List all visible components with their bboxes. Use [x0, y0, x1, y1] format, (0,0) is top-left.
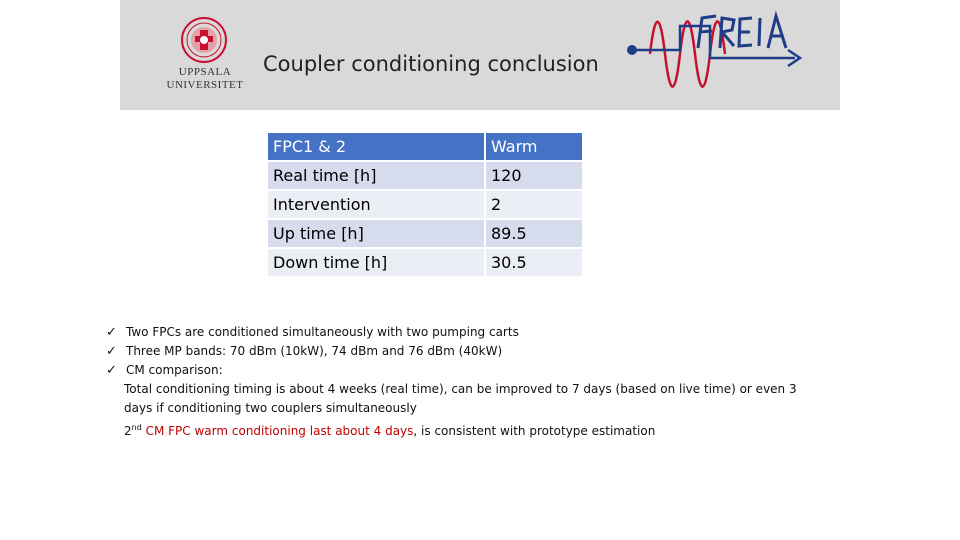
slide-header: [120, 0, 840, 110]
uppsala-university-logo: [150, 16, 260, 96]
university-name: [150, 66, 260, 92]
table-row: [268, 249, 582, 276]
table-cell-value: 30.5: [486, 249, 582, 276]
cm-comparison-text: Total conditioning timing is about 4 weeks (real time), can be improved to 7 days (based on live time) or even 3 days if conditioning two couplers simultaneously: [124, 382, 797, 415]
table-cell-value: 2: [486, 191, 582, 218]
table-header-row: [268, 133, 582, 160]
bullet-text: Two FPCs are conditioned simultaneously with two pumping carts: [126, 325, 519, 339]
table-cell-label: Intervention: [268, 191, 484, 218]
conditioning-table: [266, 131, 584, 278]
table-header-cell: Warm: [486, 133, 582, 160]
table-cell-value: 120: [486, 162, 582, 189]
checkmark-icon: ✓: [106, 363, 117, 378]
bullet-text: Three MP bands: 70 dBm (10kW), 74 dBm and 76 dBm (40kW): [126, 344, 503, 358]
note-rest-text: , is consistent with prototype estimation: [413, 424, 656, 438]
bullet-text: CM comparison:: [126, 363, 223, 377]
list-item: [106, 323, 826, 342]
list-item: [106, 342, 826, 361]
table-cell-label: Real time [h]: [268, 162, 484, 189]
table-cell-value: 89.5: [486, 220, 582, 247]
uppsala-seal-icon: [180, 16, 228, 64]
checkmark-icon: ✓: [106, 325, 117, 340]
second-cm-note: [106, 418, 826, 441]
freia-logo-icon: [620, 6, 830, 102]
table-header-cell: FPC1 & 2: [268, 133, 484, 160]
table-row: [268, 162, 582, 189]
ordinal-number: 2: [124, 424, 132, 438]
ordinal-suffix: nd: [131, 423, 142, 432]
university-name-line2: UNIVERSITET: [166, 79, 244, 91]
table-row: [268, 220, 582, 247]
checkmark-icon: ✓: [106, 344, 117, 359]
highlighted-text: CM FPC warm conditioning last about 4 days: [141, 424, 414, 438]
conclusion-notes: [106, 323, 826, 441]
list-item: [106, 361, 826, 380]
university-name-line1: UPPSALA: [178, 66, 232, 78]
slide-title: Coupler conditioning conclusion: [263, 52, 599, 76]
table-cell-label: Up time [h]: [268, 220, 484, 247]
table-row: [268, 191, 582, 218]
table-cell-label: Down time [h]: [268, 249, 484, 276]
